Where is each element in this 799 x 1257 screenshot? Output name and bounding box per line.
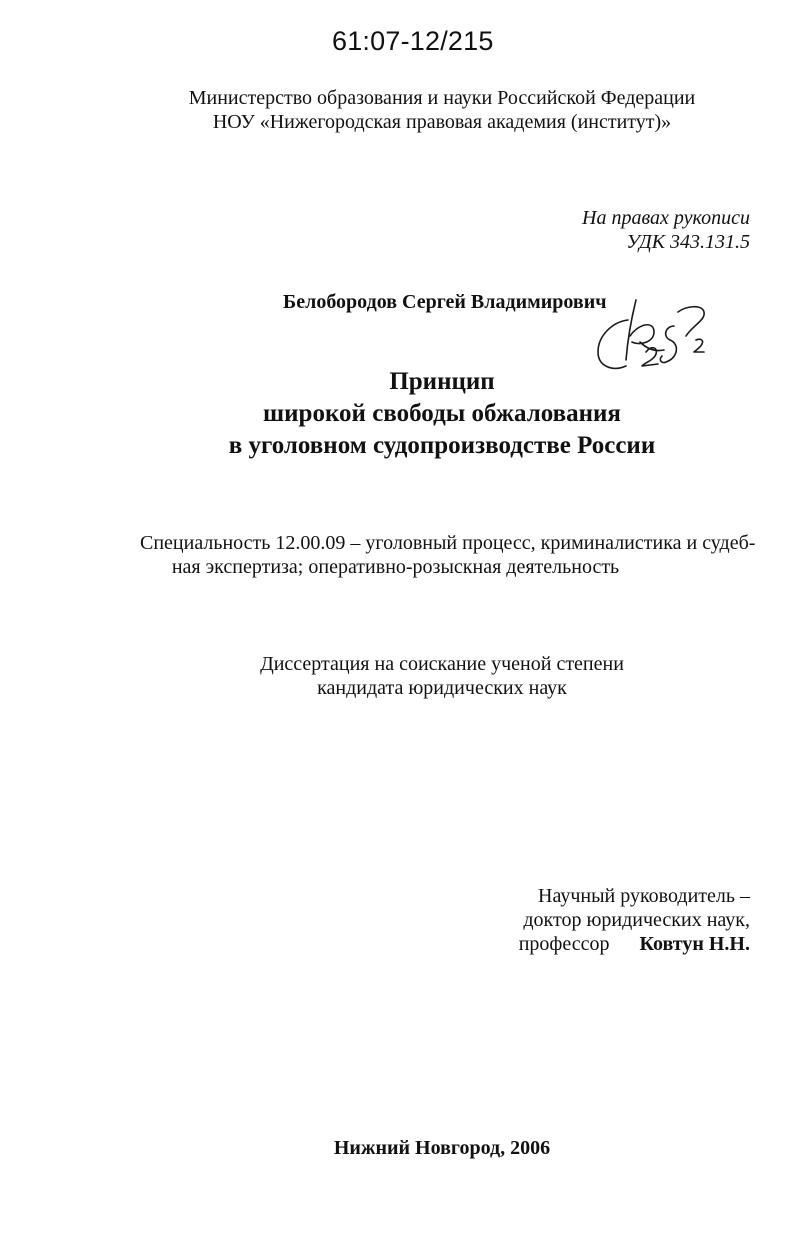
academy-name: НОУ «Нижегородская правовая академия (институт)» xyxy=(212,111,672,133)
place-and-year: Нижний Новгород, 2006 xyxy=(333,1137,551,1159)
author-name: Белобородов Сергей Владимирович xyxy=(283,291,607,313)
title-line-3: в уголовном судопроизводстве России xyxy=(228,432,656,459)
title-line-1: Принцип xyxy=(389,368,495,395)
supervisor-name: Ковтун Н.Н. xyxy=(639,933,750,955)
degree-line-1: Диссертация на соискание ученой степени xyxy=(260,653,624,675)
degree-block xyxy=(0,652,799,700)
specialty-line-2: ная экспертиза; оперативно-розыскная деятельность xyxy=(171,556,620,578)
udc-code: УДК 343.131.5 xyxy=(626,231,750,253)
ministry-name: Министерство образования и науки Российской Федерации xyxy=(188,87,696,109)
degree-line-2: кандидата юридических наук xyxy=(317,677,567,699)
supervisor-label: Научный руководитель – xyxy=(538,885,750,907)
supervisor-title-line xyxy=(519,932,750,956)
manuscript-rights-block xyxy=(582,206,750,254)
institution-header xyxy=(0,86,799,134)
specialty-line-1: Специальность 12.00.09 – уголовный процесс, криминалистика и судеб- xyxy=(140,532,756,554)
dissertation-title xyxy=(0,366,799,462)
title-line-2: широкой свободы обжалования xyxy=(263,400,621,427)
manuscript-rights: На правах рукописи xyxy=(582,207,750,229)
catalog-number: 61:07-12/215 xyxy=(332,26,494,56)
supervisor-degree: доктор юридических наук, xyxy=(523,909,750,931)
specialty-block xyxy=(140,531,755,579)
supervisor-title: профессор xyxy=(518,933,610,955)
supervisor-block xyxy=(519,884,750,956)
